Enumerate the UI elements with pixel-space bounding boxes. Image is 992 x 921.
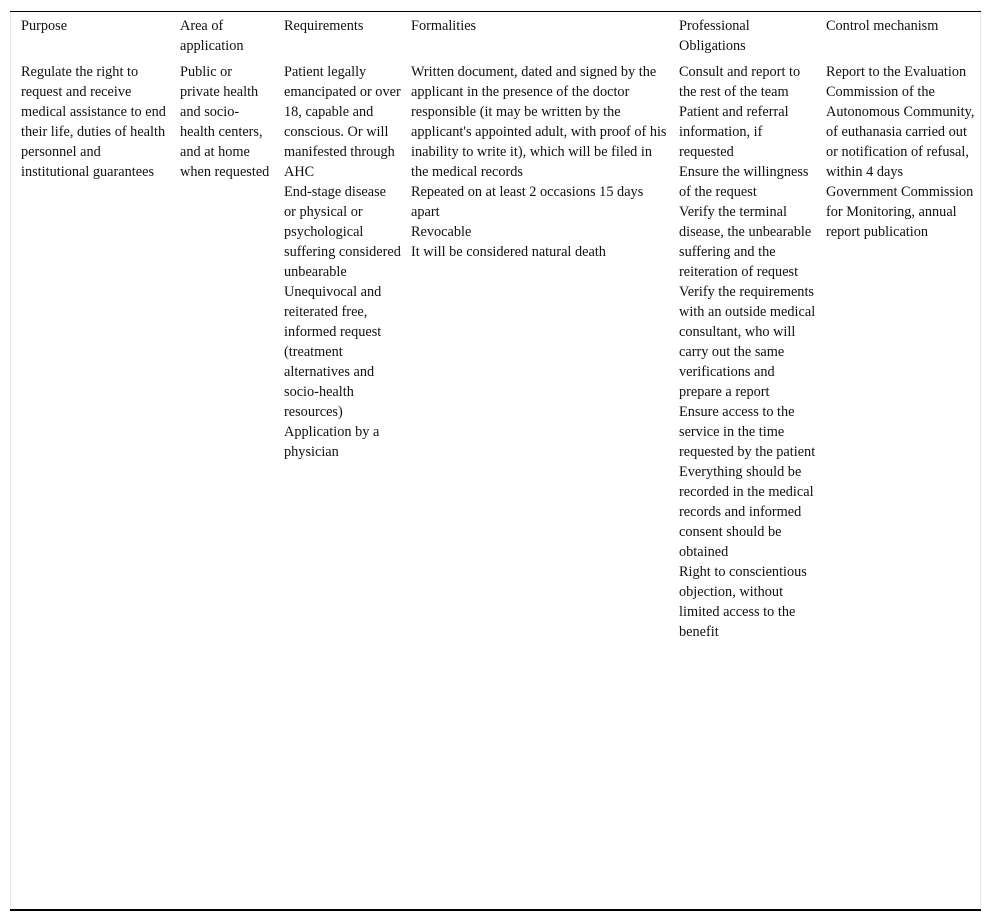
cell-area xyxy=(170,62,274,642)
formality-item: It will be considered natural death xyxy=(411,244,606,260)
formality-item: Written document, dated and signed by the applicant in the presence of the doctor responsible (it may be written by the applicant's appointed adult, with proof of his inability to write it), which will be filed in the medical records xyxy=(411,64,667,180)
purpose-text: Regulate the right to request and receive medical assistance to end their life, duties of health personnel and institutional guarantees xyxy=(21,64,166,180)
cell-purpose xyxy=(11,62,170,642)
header-formalities: Formalities xyxy=(411,18,477,34)
table-top-rule xyxy=(10,11,981,12)
obligation-item: Consult and report to the rest of the team xyxy=(679,64,801,100)
formality-item: Revocable xyxy=(411,224,472,240)
control-item: Report to the Evaluation Commission of the Autonomous Community, of euthanasia carried out or notification of refusal, within 4 days xyxy=(826,64,975,180)
obligation-item: Patient and referral information, if requested xyxy=(679,104,789,160)
requirement-item: Patient legally emancipated or over 18, capable and conscious. Or will manifested through AHC xyxy=(284,64,401,180)
cell-control xyxy=(816,62,976,642)
obligation-item: Verify the terminal disease, the unbearable suffering and the reiteration of request xyxy=(679,204,812,280)
cell-formalities xyxy=(401,62,669,642)
header-row xyxy=(11,16,976,62)
control-item: Government Commission for Monitoring, annual report publication xyxy=(826,184,974,240)
header-area-of-application: Area of application xyxy=(180,18,244,54)
area-text: Public or private health and socio-health centers, and at home when requested xyxy=(180,64,270,180)
obligation-item: Everything should be recorded in the medical records and informed consent should be obtained xyxy=(679,464,814,560)
euthanasia-law-table xyxy=(11,16,976,642)
requirement-item: Application by a physician xyxy=(284,424,380,460)
requirement-item: Unequivocal and reiterated free, informed request (treatment alternatives and socio-health resources) xyxy=(284,284,382,420)
obligation-item: Right to conscientious objection, without limited access to the benefit xyxy=(679,564,807,640)
obligation-item: Ensure access to the service in the time requested by the patient xyxy=(679,404,816,460)
obligation-item: Verify the requirements with an outside medical consultant, who will carry out the same verifications and prepare a report xyxy=(679,284,816,400)
header-purpose: Purpose xyxy=(21,18,68,34)
obligation-item: Ensure the willingness of the request xyxy=(679,164,809,200)
header-requirements: Requirements xyxy=(284,18,364,34)
cell-requirements xyxy=(274,62,401,642)
header-control-mechanism: Control mechanism xyxy=(826,18,939,34)
table-row xyxy=(11,62,976,642)
formality-item: Repeated on at least 2 occasions 15 days apart xyxy=(411,184,644,220)
table-bottom-rule xyxy=(10,909,981,911)
cell-obligations xyxy=(669,62,816,642)
header-professional-obligations: Professional Obligations xyxy=(679,18,750,54)
requirement-item: End-stage disease or physical or psychological suffering considered unbearable xyxy=(284,184,401,280)
